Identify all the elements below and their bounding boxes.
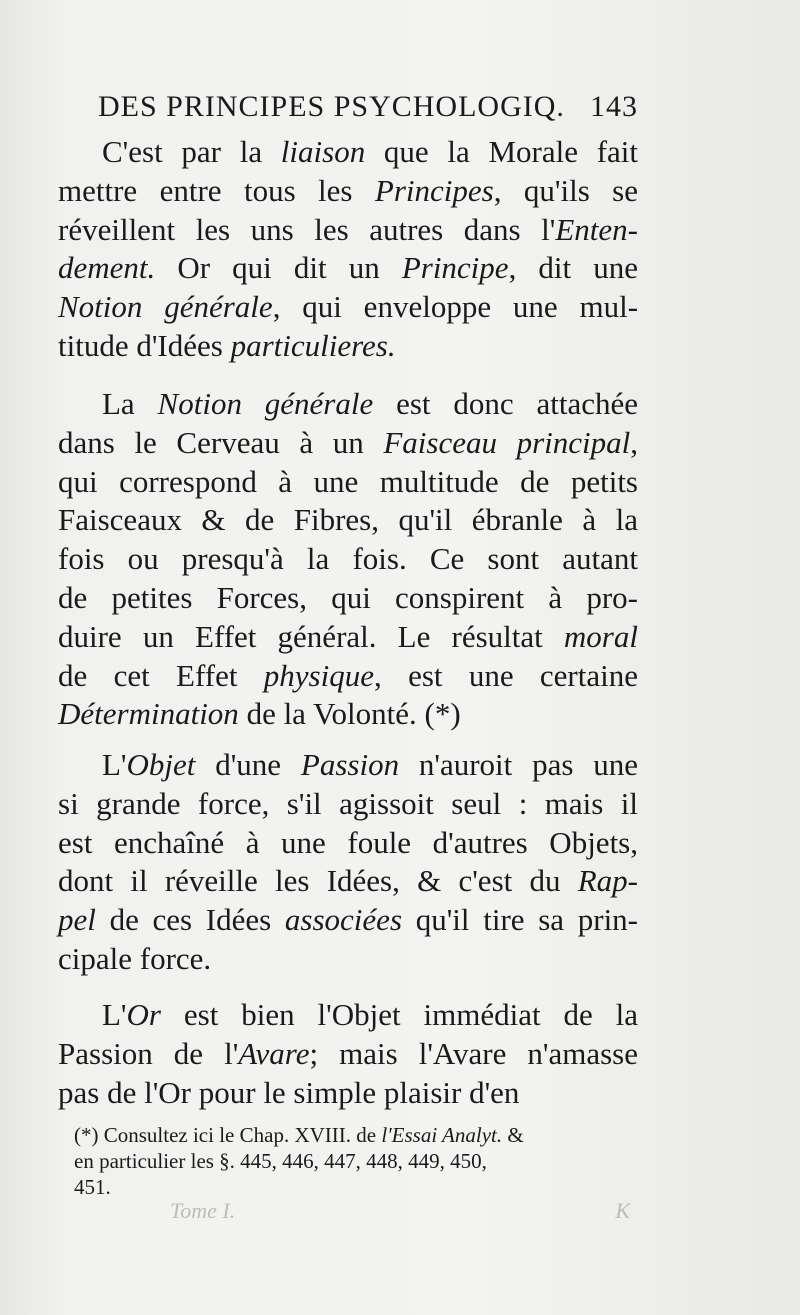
italic-term: moral bbox=[563, 618, 638, 654]
italic-term: particulieres. bbox=[230, 327, 396, 363]
italic-term: Enten- bbox=[555, 211, 638, 247]
text-line: pel de ces Idées associées qu'il tire sa prin- bbox=[58, 902, 639, 938]
text-line: dans le Cerveau à un Faisceau principal, bbox=[58, 424, 639, 460]
signature-line bbox=[170, 1198, 630, 1224]
text-line: La Notion générale est donc attachée bbox=[102, 386, 638, 421]
text-line: dont il réveille les Idées, & c'est du Rap- bbox=[58, 863, 638, 899]
page-number: 143 bbox=[590, 90, 638, 123]
volume-signature: Tome I. bbox=[170, 1198, 236, 1223]
paragraph-4 bbox=[58, 996, 638, 1112]
italic-term: physique bbox=[263, 657, 374, 693]
text-line: Faisceaux & de Fibres, qu'il ébranle à la bbox=[58, 502, 638, 538]
text-line: est enchaîné à une foule d'autres Objets, bbox=[58, 824, 638, 860]
paragraph-3 bbox=[58, 746, 638, 979]
text-line: Notion générale, qui enveloppe une mul- bbox=[58, 289, 639, 325]
text-line: qui correspond à une multitude de petits bbox=[58, 463, 638, 499]
text-line: Détermination de la Volonté. (*) bbox=[58, 696, 461, 732]
italic-term: Avare bbox=[238, 1035, 310, 1071]
text-line: duire un Effet général. Le résultat moral bbox=[58, 618, 638, 654]
text-line: dement. Or qui dit un Principe, dit une bbox=[58, 250, 638, 286]
text-line: en particulier les §. 445, 446, 447, 448, 449, 450, bbox=[74, 1149, 487, 1173]
italic-term: pel bbox=[58, 902, 96, 938]
italic-term: l'Essai Analyt. bbox=[381, 1123, 503, 1147]
italic-term: Passion bbox=[300, 747, 400, 782]
text-line: titude d'Idées particulieres. bbox=[58, 327, 396, 363]
text-line: si grande force, s'il agissoit seul : mais il bbox=[58, 785, 638, 821]
italic-term: Notion générale bbox=[58, 289, 273, 325]
gathering-mark: K bbox=[615, 1198, 630, 1223]
italic-term: Or bbox=[126, 997, 161, 1032]
text-line: 451. bbox=[74, 1175, 111, 1199]
paragraph-1 bbox=[58, 133, 638, 366]
text-line: C'est par la liaison que la Morale fait bbox=[102, 134, 639, 169]
body-text-4 bbox=[58, 996, 638, 1112]
italic-term: Détermination bbox=[58, 696, 239, 732]
text-line: cipale force. bbox=[58, 940, 212, 976]
italic-term: Faisceau principal bbox=[383, 424, 631, 460]
italic-term: Principes bbox=[374, 172, 494, 208]
text-line: pas de l'Or pour le simple plaisir d'en bbox=[58, 1074, 520, 1110]
italic-term: Notion générale bbox=[157, 386, 374, 421]
text-line: L'Objet d'une Passion n'auroit pas une bbox=[102, 747, 638, 782]
text-line: fois ou presqu'à la fois. Ce sont autant bbox=[58, 541, 638, 577]
paragraph-2 bbox=[58, 385, 638, 734]
text-line: de cet Effet physique, est une certaine bbox=[58, 657, 638, 693]
italic-term: associées bbox=[284, 902, 403, 938]
text-line: L'Or est bien l'Objet immédiat de la bbox=[102, 997, 638, 1032]
body-text-3 bbox=[58, 746, 638, 979]
body-text-2 bbox=[58, 385, 638, 734]
running-title: DES PRINCIPES PSYCHOLOGIQ. bbox=[98, 90, 565, 123]
footnote bbox=[74, 1122, 640, 1200]
italic-term: liaison bbox=[280, 134, 366, 169]
text-line: (*) Consultez ici le Chap. XVIII. de l'Essai Analyt. & bbox=[74, 1123, 524, 1147]
text-line: Passion de l'Avare; mais l'Avare n'amasse bbox=[58, 1035, 638, 1071]
running-header bbox=[98, 90, 638, 124]
text-line: de petites Forces, qui conspirent à pro- bbox=[58, 579, 638, 615]
italic-term: Objet bbox=[126, 747, 196, 782]
text-line: mettre entre tous les Principes, qu'ils se bbox=[58, 172, 638, 208]
body-text bbox=[58, 133, 638, 366]
italic-term: dement. bbox=[58, 250, 156, 286]
text-line: réveillent les uns les autres dans l'Enten- bbox=[58, 211, 638, 247]
italic-term: Principe bbox=[401, 250, 509, 286]
italic-term: Rap- bbox=[577, 863, 638, 899]
